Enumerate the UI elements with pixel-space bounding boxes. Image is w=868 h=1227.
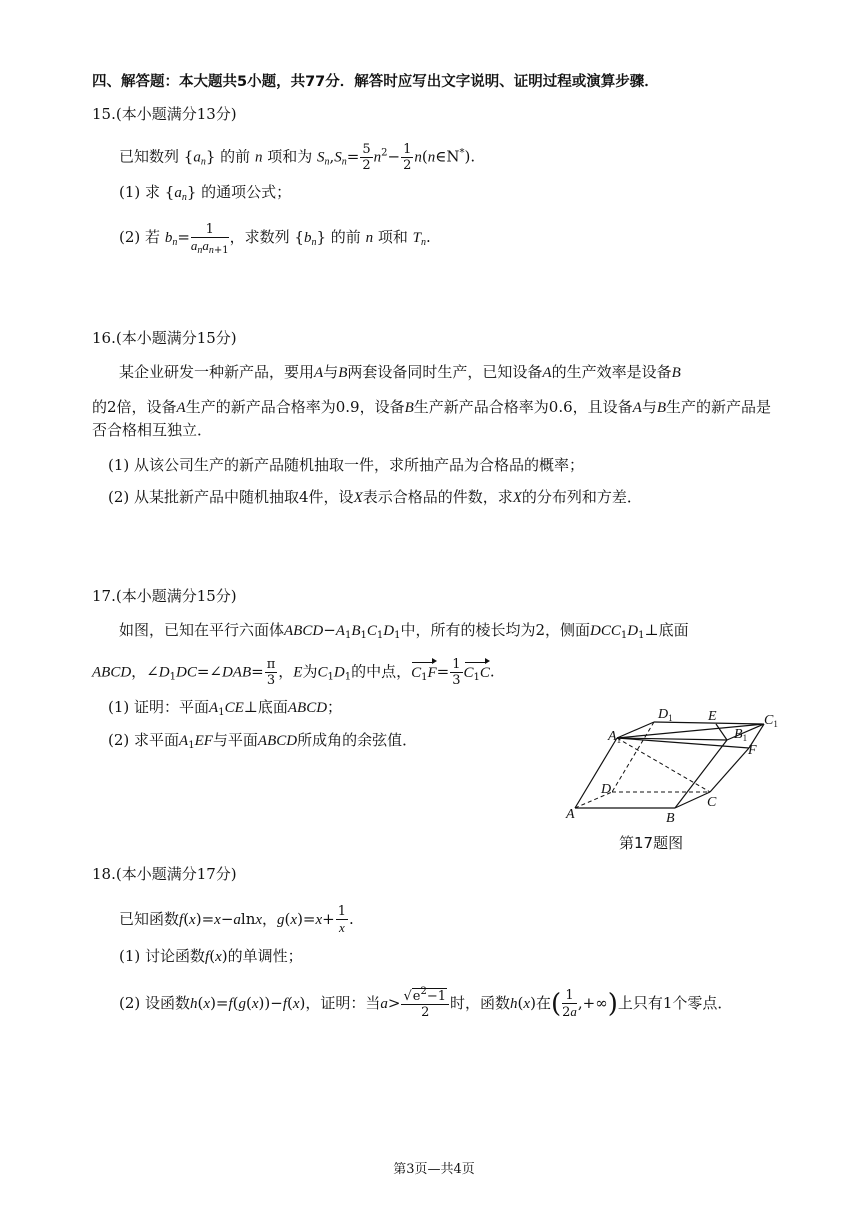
q16-heading: 16.(本小题满分15分): [92, 329, 237, 347]
label-c1: $C_1$: [764, 713, 778, 729]
label-a: A: [566, 807, 575, 822]
label-e: E: [708, 709, 717, 724]
label-c: C: [707, 795, 717, 810]
hidden-edge-d1-d: [612, 722, 654, 792]
q16-line2: 的2倍，设备A生产的新产品合格率为0.9，设备B生产新产品合格率为0.6，且设备A与B生产的新产品是: [92, 398, 772, 416]
label-f: F: [748, 743, 757, 758]
q15-part2: (2) 若 $b_n=$ $\frac{1}{a_na_{n+1}}$ ，求数列 $\{b_n\}$ 的前 n 项和 $T_n$.: [119, 222, 431, 256]
label-b1: $B_1$: [734, 727, 748, 743]
q18-part1: (1) 讨论函数f(x)的单调性；: [119, 947, 303, 965]
label-a1: $A_1$: [608, 729, 622, 745]
label-d1: $D_1$: [658, 707, 673, 723]
q16-line1: 某企业研发一种新产品，要用A与B两套设备同时生产，已知设备A的生产效率是设备B: [119, 363, 681, 381]
q18-part2: (2) 设函数h(x)=f(g(x))−f(x)，证明：当a> $\frac{√e^2-1}{2}$ 时，函数h(x)在( $\frac{1}{2a}$ ,+∞)上只有1个零点．: [119, 985, 733, 1020]
edge-b1-b: [675, 740, 727, 808]
page-footer: 第3页—共4页: [393, 1162, 475, 1177]
q15-statement: 已知数列 $\{a_n\}$ 的前 n 项和为 $S_n,S_n=$ $\frac{5}{2}$ $n^2-$ $\frac{1}{2}$ n(n∈N*).: [119, 142, 476, 173]
label-d: D: [601, 782, 612, 797]
q15-heading: 15.(本小题满分13分): [92, 105, 237, 123]
edge-e-b1: [716, 724, 727, 740]
q18-statement: 已知函数f(x)=x−alnx，g(x)=x+ $\frac{1}{x}$ .: [119, 904, 354, 935]
q17-part1: (1) 证明：平面$A_1CE\perp$底面ABCD；: [108, 698, 343, 718]
q18-heading: 18.(本小题满分17分): [92, 865, 237, 883]
q17-line2: ABCD，$\angle D_1DC=\angle DAB=$ $\frac{\pi}{3}$ ，E为$C_1D_1$的中点，$C_1F=$ $\frac{1}{3}$ $C_1C$.: [92, 657, 495, 688]
edge-b-c: [675, 792, 710, 808]
edge-a1-a: [575, 738, 617, 808]
hidden-edge-a1-c: [617, 738, 710, 792]
q17-part2: (2) 求平面$A_1EF$与平面ABCD所成角的余弦值．: [108, 731, 418, 751]
q16-part2: (2) 从某批新产品中随机抽取4件，设X表示合格品的件数，求X的分布列和方差．: [108, 488, 642, 506]
q17-heading: 17.(本小题满分15分): [92, 587, 237, 605]
label-b: B: [666, 811, 675, 826]
parallelepiped-figure: [562, 704, 792, 828]
figure-caption: 第17题图: [619, 834, 684, 852]
q16-part1: (1) 从该公司生产的新产品随机抽取一件，求所抽产品为合格品的概率；: [108, 456, 585, 474]
section-header: 四、解答题：本大题共5小题，共77分．解答时应写出文字说明、证明过程或演算步骤．: [92, 74, 659, 90]
q15-part1: (1) 求 $\{a_n\}$ 的通项公式；: [119, 183, 292, 203]
q17-line1: 如图，已知在平行六面体$ABCD-A_1B_1C_1D_1$中，所有的棱长均为2，侧面$DCC_1D_1\perp$底面: [119, 621, 689, 641]
q16-line3: 否合格相互独立．: [92, 421, 213, 439]
